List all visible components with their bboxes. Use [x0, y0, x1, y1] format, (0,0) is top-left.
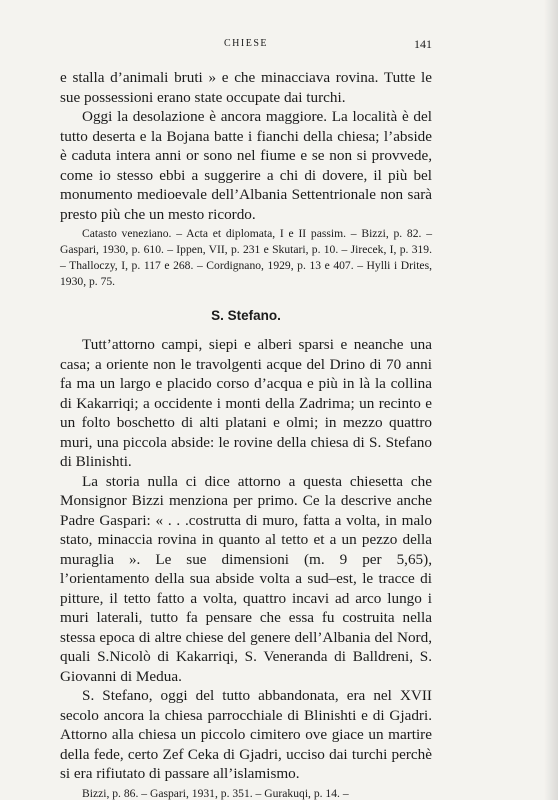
page-edge-shadow	[544, 0, 558, 800]
running-title: CHIESE	[224, 38, 268, 49]
paragraph: Oggi la desolazione è ancora maggiore. La località è del tutto deserta e la Bojana batte i fianchi della chiesa; l’abside è caduta intera anni or sono nel fiume e se non si provvede, come io stesso ebbi a suggerire a chi di dovere, il più bel monumento medioevale dell’Albania Settentrionale non sarà presto più che un mesto ricordo.	[60, 108, 432, 223]
bibliography-note: Catasto veneziano. – Acta et diplomata, I e II passim. – Bizzi, p. 82. – Gaspari, 1930, p. 610. – Ippen, VII, p. 231 e Skutari, p. 10. – Jirecek, I, p. 319. – Thalloczy, I, p. 117 e 268. – Cordignano, 1929, p. 13 e 407. – Hylli i Drites, 1930, p. 75.	[60, 227, 432, 288]
page-body	[60, 68, 432, 800]
paragraph: e stalla d’animali bruti » e che minacciava rovina. Tutte le sue possessioni erano state occupate dai turchi.	[60, 69, 432, 106]
page-header	[60, 38, 432, 52]
page-number: 141	[414, 37, 432, 51]
bibliography-note: Bizzi, p. 86. – Gaspari, 1931, p. 351. – Gurakuqi, p. 14. –	[82, 786, 349, 800]
paragraph: La storia nulla ci dice attorno a questa chiesetta che Monsignor Bizzi menziona per primo. Ce la descrive anche Padre Gaspari: « . . .costrutta di muro, fatta a volta, in malo stato, minaccia rovina in quanto al tetto et a un pezzo della muraglia ». Le sue dimensioni (m. 9 per 5,65), l’orientamento della sua abside volta a sud–est, le tracce di pitture, il tetto fatto a volta, quattro incavi ad arco lungo i muri laterali, tutto fa pensare che essa fu costruita nella stessa epoca di altre chiese del genere dell’Albania del Nord, quali S.Nicolò di Kakarriqi, S. Veneranda di Balldreni, S. Giovanni di Medua.	[60, 472, 432, 685]
paragraph: Tutt’attorno campi, siepi e alberi sparsi e neanche una casa; a oriente non le travolgenti acque del Drino di 70 anni fa ma un largo e placido corso d’acqua e più in là la collina di Kakarriqi; a occidente i monti della Zadrima; un recinto e un folto boschetto di alti platani e olmi; in mezzo quattro muri, una piccola abside: le rovine della chiesa di S. Stefano di Blinishti.	[60, 336, 432, 470]
paragraph: S. Stefano, oggi del tutto abbandonata, era nel XVII secolo ancora la chiesa parrocchiale di Blinishti e di Gjadri. Attorno alla chiesa un piccolo cimitero ove giace un martire della fede, certo Zef Ceka di Gjadri, ucciso dai turchi perchè si era rifiutato di passare all’islamismo.	[60, 687, 432, 782]
section-heading: S. Stefano.	[211, 308, 281, 323]
